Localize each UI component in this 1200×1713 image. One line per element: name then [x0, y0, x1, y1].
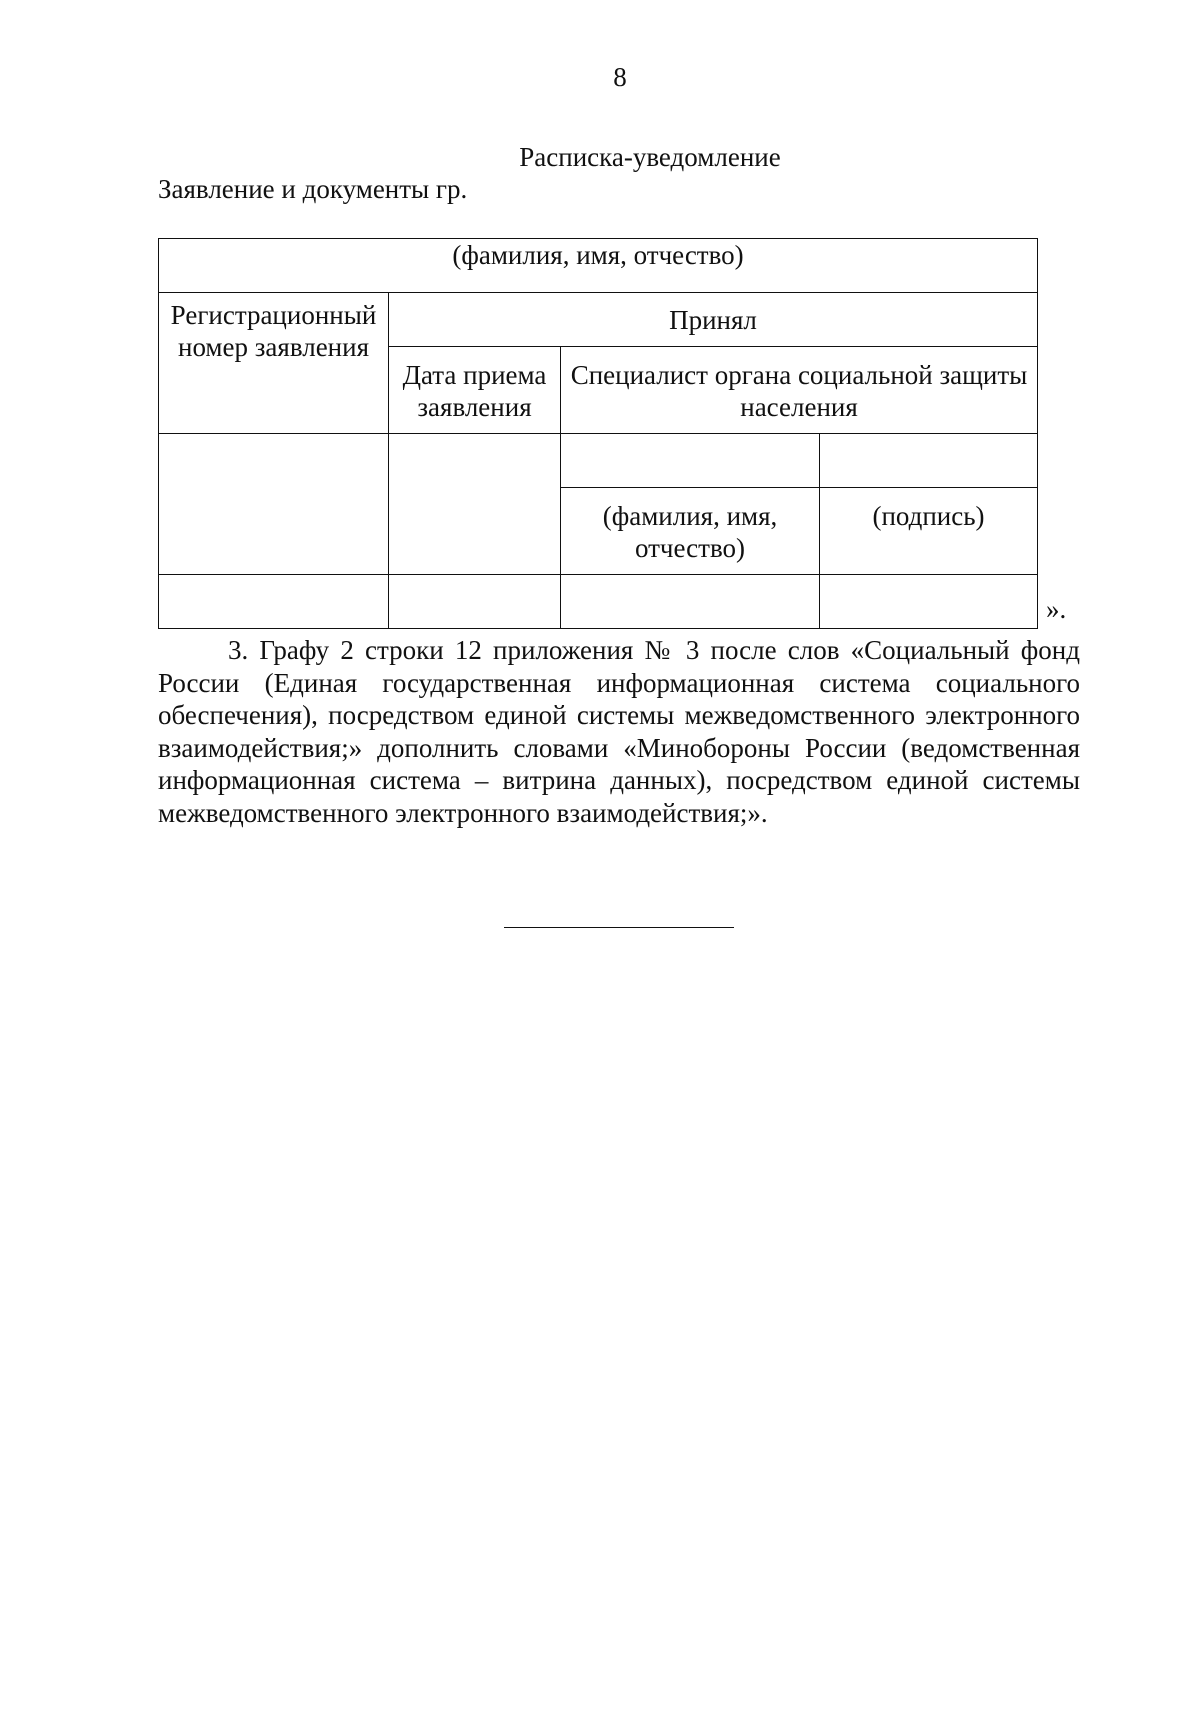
footer-divider — [504, 927, 734, 928]
specialist-fio-caption-cell: (фамилия, имя, отчество) — [561, 488, 820, 575]
document-subtitle: Заявление и документы гр. — [158, 174, 468, 204]
empty-cell[interactable] — [159, 575, 389, 629]
table-row — [159, 575, 1038, 629]
signature-caption-cell: (подпись) — [820, 488, 1038, 575]
table-row — [159, 239, 1038, 293]
empty-cell[interactable] — [561, 575, 820, 629]
page-number: 8 — [613, 62, 627, 92]
date-value-cell[interactable] — [389, 434, 561, 575]
table-row — [159, 434, 1038, 488]
reg-number-header-cell: Регистрационный номер заявления — [159, 293, 389, 434]
table-row — [159, 293, 1038, 347]
signature-value-cell[interactable] — [820, 434, 1038, 488]
fio-header-cell: (фамилия, имя, отчество) — [159, 239, 1038, 293]
reg-number-value-cell[interactable] — [159, 434, 389, 575]
receipt-table — [158, 238, 1038, 629]
empty-cell[interactable] — [820, 575, 1038, 629]
closing-quote: ». — [1046, 594, 1067, 624]
document-title: Расписка-уведомление — [519, 142, 781, 172]
empty-cell[interactable] — [389, 575, 561, 629]
accepted-header-cell: Принял — [389, 293, 1038, 347]
date-header-cell: Дата приема заявления — [389, 347, 561, 434]
body-paragraph: 3. Графу 2 строки 12 приложения № 3 после слов «Социальный фонд России (Единая государственная информационная система социального обеспечения), посредством единой системы межведомственного электронного взаимодействия;» дополнить словами «Минобороны России (ведомственная информационная система – витрина данных), посредством единой системы межведомственного электронного взаимодействия;». — [158, 635, 1080, 828]
specialist-header-cell: Специалист органа социальной защиты населения — [561, 347, 1038, 434]
specialist-fio-value-cell[interactable] — [561, 434, 820, 488]
